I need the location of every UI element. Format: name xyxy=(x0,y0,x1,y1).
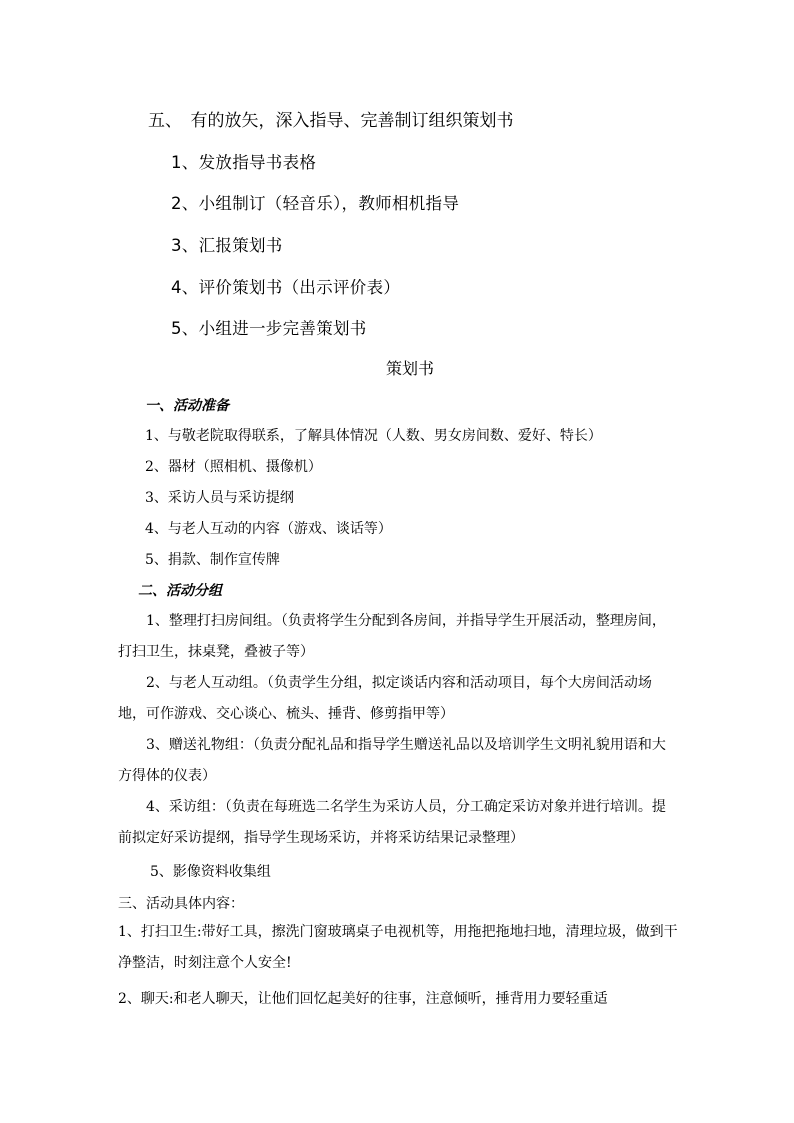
groups-item-1: 1、整理打扫房间组。（负责将学生分配到各房间，并指导学生开展活动，整理房间，打扫卫生，抹桌凳，叠被子等） xyxy=(118,613,666,660)
groups-heading: 二、活动分组 xyxy=(138,583,222,599)
prep-item-4: 4、与老人互动的内容（游戏、谈话等） xyxy=(145,521,392,537)
content-item-2: 2、聊天:和老人聊天，让他们回忆起美好的往事，注意倾听，捶背用力要轻重适 xyxy=(118,991,608,1007)
prep-heading: 一、活动准备 xyxy=(145,398,229,414)
prep-item-5: 5、捐款、制作宣传牌 xyxy=(145,552,280,568)
section5-item-4: 4、评价策划书（出示评价表） xyxy=(171,278,401,297)
prep-item-1: 1、与敬老院取得联系，了解具体情况（人数、男女房间数、爱好、特长） xyxy=(145,428,602,444)
content-heading: 三、活动具体内容： xyxy=(118,896,244,912)
section5-title: 五、 有的放矢，深入指导、完善制订组织策划书 xyxy=(148,111,514,131)
groups-item-5: 5、影像资料收集组 xyxy=(150,864,271,880)
section5-item-5: 5、小组进一步完善策划书 xyxy=(171,319,367,338)
groups-item-2: 2、与老人互动组。（负责学生分组，拟定谈话内容和活动项目，每个大房间活动场地，可作游戏、交心谈心、梳头、捶背、修剪指甲等） xyxy=(118,675,652,722)
plan-title: 策划书 xyxy=(385,359,434,378)
section5-item-3: 3、汇报策划书 xyxy=(171,236,283,255)
prep-item-2: 2、器材（照相机、摄像机） xyxy=(145,459,322,475)
section5-item-1: 1、发放指导书表格 xyxy=(171,153,317,172)
prep-item-3: 3、采访人员与采访提纲 xyxy=(145,490,294,506)
section5-item-2: 2、小组制订（轻音乐），教师相机指导 xyxy=(171,194,460,213)
groups-item-4: 4、采访组：（负责在每班选二名学生为采访人员，分工确定采访对象并进行培训。提前拟定好采访提纲，指导学生现场采访，并将采访结果记录整理） xyxy=(118,799,666,846)
groups-item-3: 3、赠送礼物组：（负责分配礼品和指导学生赠送礼品以及培训学生文明礼貌用语和大方得体的仪表） xyxy=(118,737,666,784)
content-item-1: 1、打扫卫生:带好工具，擦洗门窗玻璃桌子电视机等，用拖把拖地扫地，清理垃圾，做到干净整洁，时刻注意个人安全! xyxy=(118,924,678,971)
